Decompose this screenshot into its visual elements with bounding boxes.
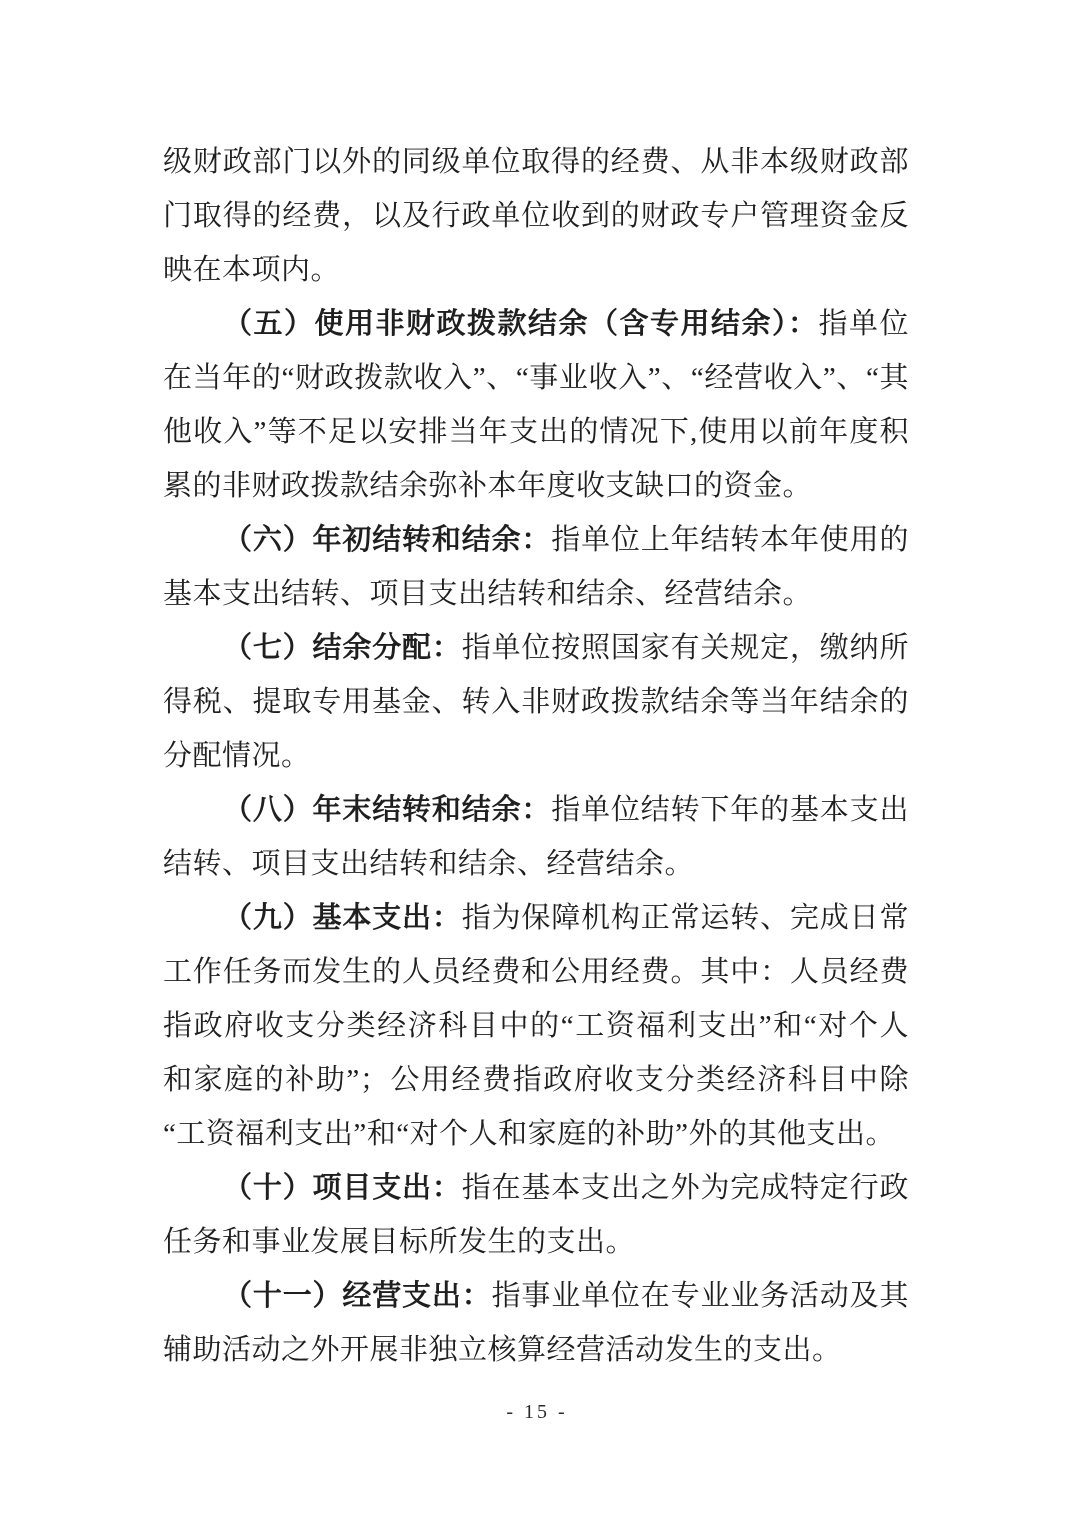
paragraph-heading: （九）基本支出： [223, 902, 462, 934]
paragraph-heading: （六）年初结转和结余： [223, 524, 552, 556]
paragraph-heading: （十一）经营支出： [223, 1280, 492, 1312]
paragraph-item-10 [163, 1161, 909, 1269]
paragraph-item-11 [163, 1269, 909, 1377]
paragraph-heading: （十）项目支出： [223, 1172, 462, 1204]
paragraph-item-5 [163, 297, 909, 513]
paragraph-text: 指为保障机构正常运转、完成日常工作任务而发生的人员经费和公用经费。其中：人员经费指政府收支分类经济科目中的“工资福利支出”和“对个人和家庭的补助”；公用经费指政府收支分类经济科目中除“工资福利支出”和“对个人和家庭的补助”外的其他支出。 [163, 902, 909, 1150]
paragraph-text: 指单位上年结转本年使用的基本支出结转、项目支出结转和结余、经营结余。 [163, 524, 909, 610]
paragraph-item-9 [163, 891, 909, 1161]
paragraph-text: 指单位按照国家有关规定，缴纳所得税、提取专用基金、转入非财政拨款结余等当年结余的分配情况。 [163, 632, 909, 772]
page-number: - 15 - [506, 1401, 568, 1423]
paragraph-item-8 [163, 783, 909, 891]
paragraph-heading: （五）使用非财政拨款结余（含专用结余）： [223, 308, 819, 340]
paragraph-text: 指单位结转下年的基本支出结转、项目支出结转和结余、经营结余。 [163, 794, 909, 880]
paragraph-continuation [163, 135, 909, 297]
paragraph-heading: （八）年末结转和结余： [223, 794, 552, 826]
paragraph-text: 级财政部门以外的同级单位取得的经费、从非本级财政部门取得的经费，以及行政单位收到的财政专户管理资金反映在本项内。 [163, 146, 909, 286]
paragraph-text: 指单位在当年的“财政拨款收入”、“事业收入”、“经营收入”、“其他收入”等不足以安排当年支出的情况下,使用以前年度积累的非财政拨款结余弥补本年度收支缺口的资金。 [163, 308, 909, 502]
paragraph-text: 指事业单位在专业业务活动及其辅助活动之外开展非独立核算经营活动发生的支出。 [163, 1280, 909, 1366]
paragraph-heading: （七）结余分配： [223, 632, 462, 664]
paragraph-item-7 [163, 621, 909, 783]
document-body [163, 135, 909, 1377]
paragraph-item-6 [163, 513, 909, 621]
paragraph-text: 指在基本支出之外为完成特定行政任务和事业发展目标所发生的支出。 [163, 1172, 909, 1258]
